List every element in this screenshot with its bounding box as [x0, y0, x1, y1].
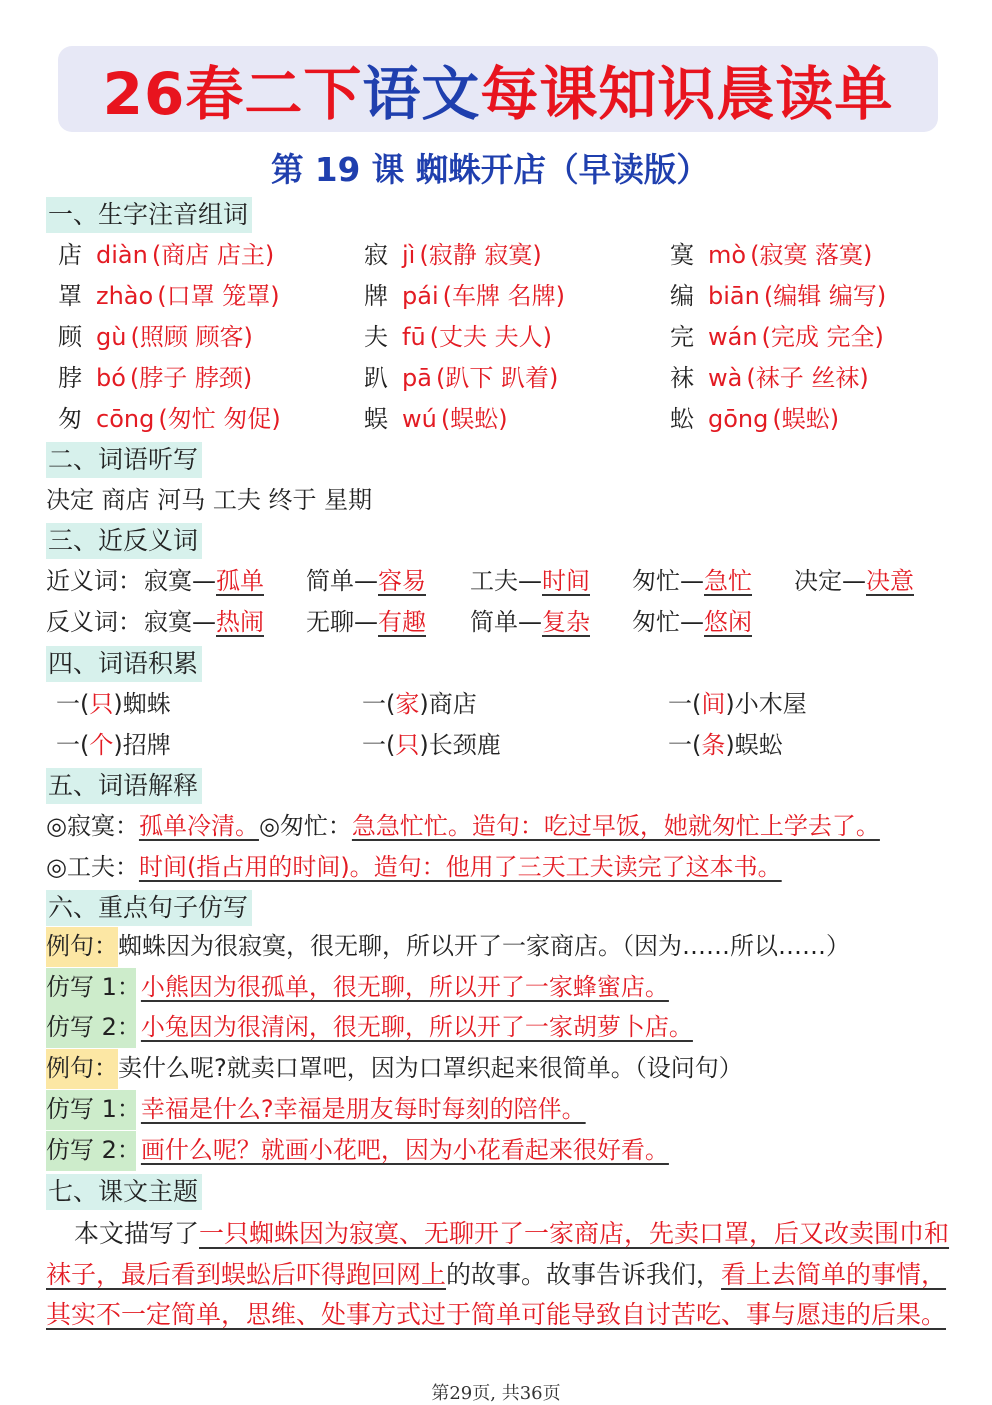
measure-word: 家 — [395, 690, 420, 718]
sentence-text: 幸福是什么?幸福是朋友每时每刻的陪伴。 — [140, 1094, 586, 1123]
vocab-item — [58, 238, 274, 272]
measure-item — [668, 687, 807, 721]
vocab-pinyin: fū — [402, 323, 426, 351]
vocab-item — [670, 361, 869, 395]
banner-part2: 语文 — [362, 60, 481, 128]
sentence-write — [46, 970, 669, 1004]
vocab-words: (寂寞 落寞) — [750, 241, 873, 269]
theme-intro: 本文描写了 — [74, 1219, 200, 1248]
antonym-word: 无聊— — [306, 608, 378, 636]
vocab-words: (蜈蚣) — [440, 405, 508, 433]
synonym-answer: 时间 — [542, 567, 590, 595]
theme-moral-intro: 的故事。故事告诉我们， — [446, 1260, 722, 1289]
sentence-tag: 例句： — [46, 1054, 118, 1083]
synonym-pair — [794, 564, 914, 598]
section-3-title: 三、近反义词 — [46, 523, 202, 559]
sentence-write — [46, 1010, 693, 1044]
vocab-char: 店 — [58, 241, 82, 269]
measure-noun: )商店 — [419, 690, 477, 718]
vocab-words: (寂静 寂寞) — [419, 241, 542, 269]
page-banner — [58, 46, 938, 132]
measure-noun: )蜈蚣 — [725, 731, 783, 759]
lesson-title: 第 19 课 蜘蛛开店（早读版） — [270, 150, 710, 189]
vocab-item — [58, 402, 281, 436]
vocab-pinyin: cōng — [96, 405, 155, 433]
explanation-line-2 — [46, 850, 782, 884]
vocab-char: 寞 — [670, 241, 694, 269]
measure-word: 只 — [395, 731, 420, 759]
banner-part3: 每课知识晨读单 — [480, 60, 894, 128]
synonym-word: 决定— — [794, 567, 866, 595]
vocab-words: (商店 店主) — [151, 241, 275, 269]
term-jimo: ◎寂寞： — [46, 812, 139, 840]
synonym-answer: 决意 — [866, 567, 914, 595]
synonym-answer: 容易 — [378, 567, 426, 595]
vocab-pinyin: pái — [402, 282, 439, 310]
synonym-pair — [144, 564, 264, 598]
synonym-word: 匆忙— — [632, 567, 704, 595]
theme-line-3 — [46, 1297, 946, 1333]
measure-item — [362, 687, 477, 721]
measure-noun: )小木屋 — [725, 690, 807, 718]
section-7-title: 七、课文主题 — [46, 1174, 202, 1210]
sentence-example — [46, 1051, 743, 1085]
sentence-tag: 仿写 2： — [46, 1013, 141, 1042]
vocab-pinyin: wú — [402, 405, 437, 433]
theme-story-2: 袜子，最后看到蜈蚣后吓得跑回网上 — [46, 1260, 447, 1289]
vocab-item — [670, 279, 886, 313]
vocab-words: (趴下 趴着) — [435, 364, 559, 392]
measure-prefix: 一( — [56, 690, 90, 718]
section-5-title: 五、词语解释 — [46, 768, 202, 804]
vocab-words: (口罩 笼罩) — [157, 282, 280, 310]
measure-word: 条 — [701, 731, 726, 759]
sentence-tag: 仿写 1： — [46, 1094, 141, 1123]
vocab-words: (袜子 丝袜) — [746, 364, 869, 392]
vocab-words: (完成 完全) — [761, 323, 884, 351]
sentence-write — [46, 1133, 669, 1167]
vocab-char: 夫 — [364, 323, 388, 351]
section-2-title: 二、词语听写 — [46, 442, 202, 478]
vocab-item — [364, 320, 552, 354]
vocab-pinyin: mò — [708, 241, 747, 269]
vocab-item — [364, 279, 565, 313]
sentence-text: 蜘蛛因为很寂寞，很无聊，所以开了一家商店。（因为……所以……） — [118, 932, 850, 960]
vocab-item — [364, 361, 558, 395]
vocab-char: 脖 — [58, 364, 82, 392]
vocab-char: 寂 — [364, 241, 388, 269]
vocab-char: 趴 — [364, 364, 388, 392]
vocab-pinyin: gōng — [708, 405, 769, 433]
vocab-pinyin: wà — [708, 364, 743, 392]
measure-item — [668, 728, 783, 762]
banner-part1: 26春二下 — [102, 60, 363, 128]
vocab-pinyin: diàn — [96, 241, 148, 269]
explanation-line-1 — [46, 809, 880, 843]
antonym-answer: 悠闲 — [704, 608, 752, 636]
vocab-char: 匆 — [58, 405, 82, 433]
sentence-tag: 仿写 2： — [46, 1135, 141, 1164]
theme-moral-2: 其实不一定简单，思维、处事方式过于简单可能导致自讨苦吃、事与愿违的后果。 — [46, 1300, 947, 1329]
vocab-char: 罩 — [58, 282, 82, 310]
vocab-item — [58, 320, 253, 354]
measure-prefix: 一( — [668, 690, 702, 718]
measure-word: 只 — [89, 690, 114, 718]
measure-prefix: 一( — [362, 731, 396, 759]
dictation-words: 决定 商店 河马 工夫 终于 星期 — [46, 486, 373, 514]
antonym-pair — [632, 605, 752, 639]
vocab-pinyin: pā — [402, 364, 432, 392]
antonym-word: 寂寞— — [144, 608, 216, 636]
antonym-answer: 有趣 — [378, 608, 426, 636]
measure-item — [362, 728, 501, 762]
measure-prefix: 一( — [668, 731, 702, 759]
sentence-text: 画什么呢？就画小花吧，因为小花看起来很好看。 — [140, 1135, 669, 1164]
synonym-answer: 急忙 — [704, 567, 752, 595]
vocab-pinyin: biān — [708, 282, 760, 310]
vocab-item — [364, 402, 508, 436]
synonym-word: 简单— — [306, 567, 378, 595]
antonym-answer: 复杂 — [542, 608, 590, 636]
sentence-example — [46, 929, 850, 963]
antonym-pair — [470, 605, 590, 639]
term-gongfu: ◎工夫： — [46, 853, 139, 881]
vocab-char: 袜 — [670, 364, 694, 392]
vocab-words: (脖子 脖颈) — [129, 364, 253, 392]
vocab-item — [58, 279, 280, 313]
measure-word: 间 — [701, 690, 726, 718]
vocab-item — [670, 238, 872, 272]
measure-item — [56, 687, 171, 721]
synonym-word: 寂寞— — [144, 567, 216, 595]
vocab-char: 蜈 — [364, 405, 388, 433]
vocab-pinyin: zhào — [96, 282, 154, 310]
sentence-tag: 仿写 1： — [46, 972, 141, 1001]
synonym-answer: 孤单 — [216, 567, 264, 595]
sentence-text: 小兔因为很清闲，很无聊，所以开了一家胡萝卜店。 — [140, 1013, 693, 1042]
vocab-item — [670, 320, 884, 354]
vocab-item — [58, 361, 252, 395]
vocab-item — [670, 402, 839, 436]
page-footer: 第29页, 共36页 — [431, 1383, 561, 1404]
measure-word: 个 — [89, 731, 114, 759]
vocab-words: (匆忙 匆促) — [158, 405, 281, 433]
measure-noun: )蜘蛛 — [113, 690, 171, 718]
synonym-label: 近义词： — [46, 567, 142, 595]
section-4-title: 四、词语积累 — [46, 646, 202, 682]
synonym-pair — [306, 564, 426, 598]
vocab-char: 编 — [670, 282, 694, 310]
antonym-pair — [144, 605, 264, 639]
vocab-char: 牌 — [364, 282, 388, 310]
measure-prefix: 一( — [362, 690, 396, 718]
term-congmang-meaning: 急急忙忙。造句：吃过早饭，她就匆忙上学去了。 — [351, 812, 880, 840]
section-1-title: 一、生字注音组词 — [46, 197, 252, 233]
antonym-pair — [306, 605, 426, 639]
theme-moral-1: 看上去简单的事情， — [721, 1260, 947, 1289]
theme-story-1: 一只蜘蛛因为寂寞、无聊开了一家商店，先卖口罩，后又改卖围巾和 — [199, 1219, 950, 1248]
synonym-word: 工夫— — [470, 567, 542, 595]
measure-item — [56, 728, 171, 762]
sentence-write — [46, 1092, 586, 1126]
vocab-words: (照顾 顾客) — [130, 323, 253, 351]
vocab-char: 蚣 — [670, 405, 694, 433]
measure-prefix: 一( — [56, 731, 90, 759]
sentence-text: 小熊因为很孤单，很无聊，所以开了一家蜂蜜店。 — [140, 972, 669, 1001]
theme-line-1 — [74, 1216, 949, 1252]
vocab-item — [364, 238, 542, 272]
sentence-tag: 例句： — [46, 932, 118, 960]
vocab-pinyin: bó — [96, 364, 126, 392]
vocab-char: 顾 — [58, 323, 82, 351]
vocab-pinyin: wán — [708, 323, 758, 351]
vocab-pinyin: gù — [96, 323, 127, 351]
antonym-label: 反义词： — [46, 608, 142, 636]
vocab-words: (丈夫 夫人) — [429, 323, 553, 351]
vocab-words: (编辑 编写) — [763, 282, 887, 310]
antonym-answer: 热闹 — [216, 608, 264, 636]
measure-noun: )长颈鹿 — [419, 731, 501, 759]
measure-noun: )招牌 — [113, 731, 171, 759]
synonym-pair — [470, 564, 590, 598]
vocab-words: (车牌 名牌) — [442, 282, 565, 310]
section-6-title: 六、重点句子仿写 — [46, 890, 252, 926]
sentence-text: 卖什么呢?就卖口罩吧，因为口罩织起来很简单。（设问句） — [118, 1054, 743, 1083]
antonym-word: 匆忙— — [632, 608, 704, 636]
vocab-pinyin: jì — [402, 241, 416, 269]
theme-line-2 — [46, 1257, 946, 1293]
vocab-words: (蜈蚣) — [772, 405, 840, 433]
vocab-char: 完 — [670, 323, 694, 351]
antonym-word: 简单— — [470, 608, 542, 636]
synonym-pair — [632, 564, 752, 598]
term-jimo-meaning: 孤单冷清。 — [138, 812, 259, 840]
term-gongfu-meaning: 时间(指占用的时间)。造句：他用了三天工夫读完了这本书。 — [138, 853, 782, 881]
term-congmang: ◎匆忙： — [258, 812, 352, 840]
